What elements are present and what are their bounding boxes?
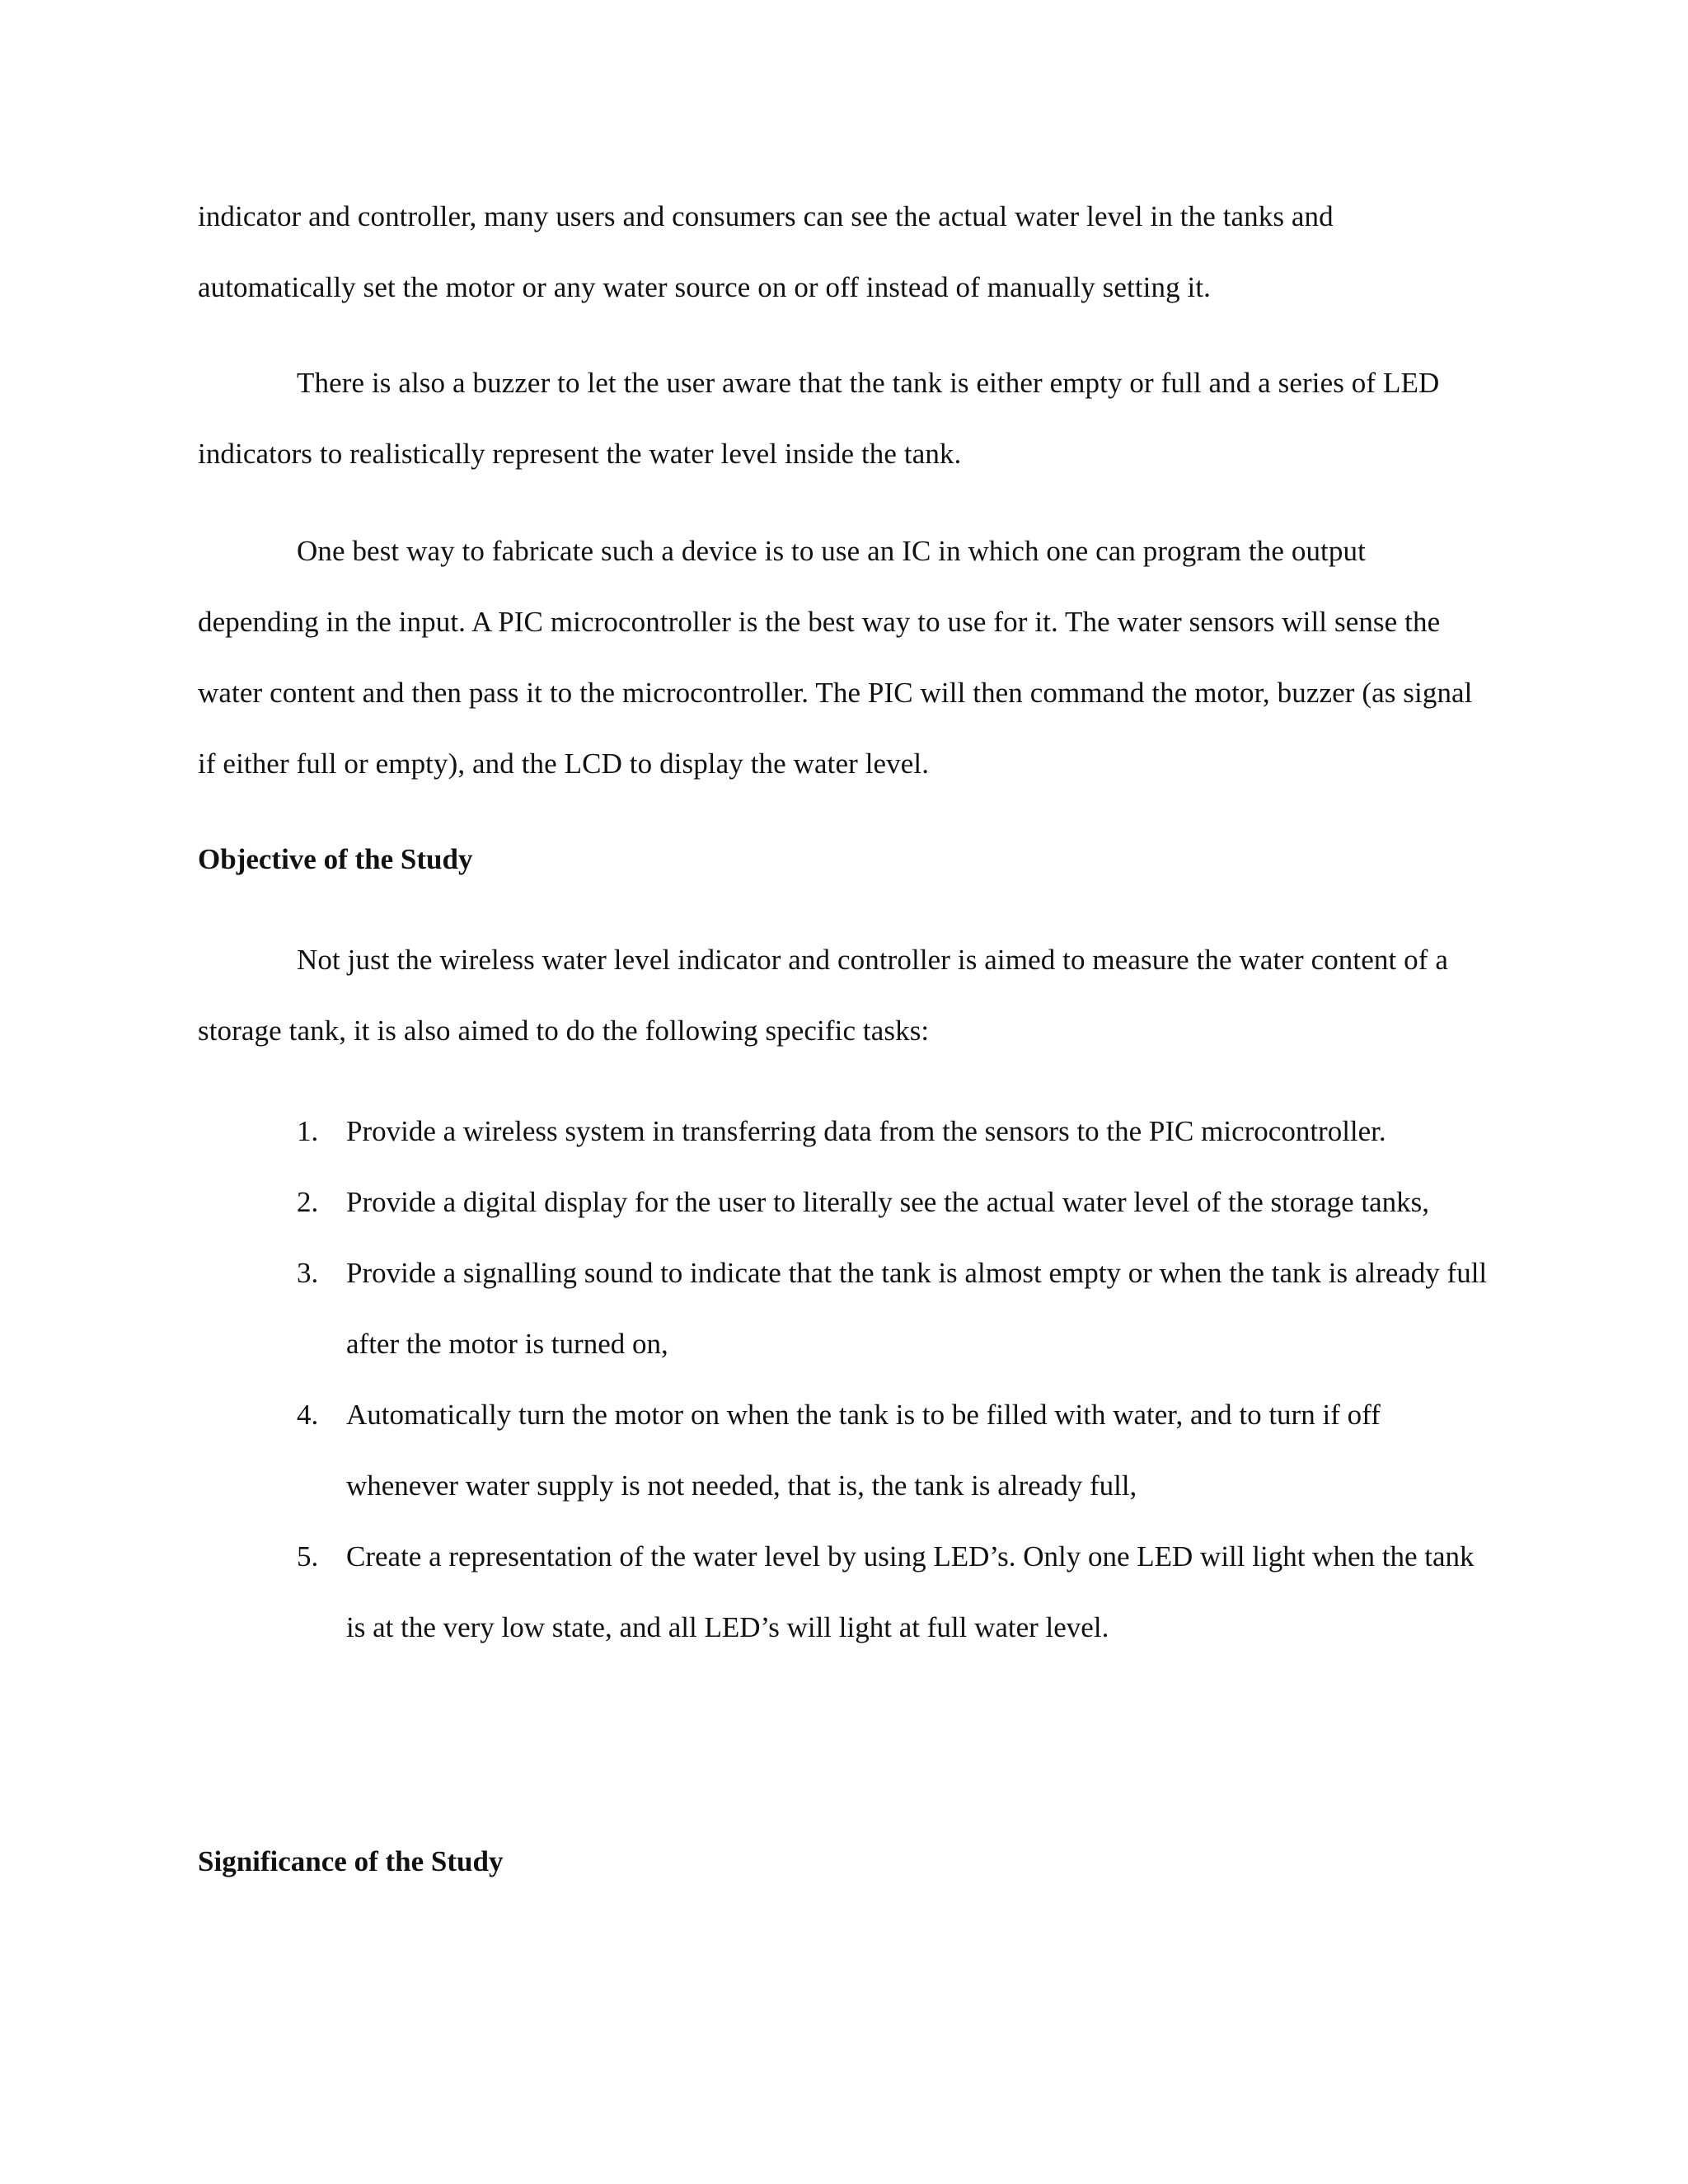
objective-intro: Not just the wireless water level indicator and controller is aimed to measure the water content of a storage tank, it is also aimed to do the following specific tasks:: [198, 944, 1448, 1047]
list-item-text: Provide a wireless system in transferring data from the sensors to the PIC microcontroller.: [346, 1115, 1386, 1147]
paragraph-buzzer: There is also a buzzer to let the user aware that the tank is either empty or full and a series of LED indicators to realistically represent the water level inside the tank.: [198, 367, 1440, 470]
body-text-buzzer: [198, 348, 1492, 490]
significance-heading: Significance of the Study: [198, 1845, 504, 1877]
list-number: 4.: [297, 1399, 319, 1431]
list-item: [297, 1238, 1492, 1380]
list-item: [297, 1167, 1492, 1238]
objective-heading: Objective of the Study: [198, 843, 473, 875]
body-text-pic: [198, 516, 1492, 799]
list-number: 2.: [297, 1186, 319, 1218]
objectives-list: [297, 1096, 1492, 1663]
list-number: 3.: [297, 1257, 319, 1289]
list-item: [297, 1096, 1492, 1167]
body-text-objective: [198, 925, 1492, 1066]
list-number: 5.: [297, 1540, 319, 1572]
list-item-text: Provide a signalling sound to indicate that the tank is almost empty or when the tank is already full after the motor is turned on,: [346, 1257, 1488, 1360]
body-text-top: [198, 181, 1492, 323]
list-item-text: Automatically turn the motor on when the tank is to be filled with water, and to turn if off whenever water supply is not needed, that is, the tank is already full,: [346, 1399, 1381, 1502]
paragraph-continuation: indicator and controller, many users and consumers can see the actual water level in the tanks and automatically set the motor or any water source on or off instead of manually setting it.: [198, 200, 1334, 303]
paragraph-pic: One best way to fabricate such a device is to use an IC in which one can program the output depending in the input. A PIC microcontroller is the best way to use for it. The water sensors will sense the water content and then pass it to the microcontroller. The PIC will then command the motor, buzzer (as signal if either full or empty), and the LCD to display the water level.: [198, 535, 1473, 780]
list-number: 1.: [297, 1115, 319, 1147]
list-item: [297, 1380, 1492, 1521]
list-item-text: Provide a digital display for the user to literally see the actual water level of the storage tanks,: [346, 1186, 1430, 1218]
list-item-text: Create a representation of the water level by using LED’s. Only one LED will light when the tank is at the very low state, and all LED’s will light at full water level.: [346, 1540, 1475, 1643]
list-item: [297, 1521, 1492, 1663]
